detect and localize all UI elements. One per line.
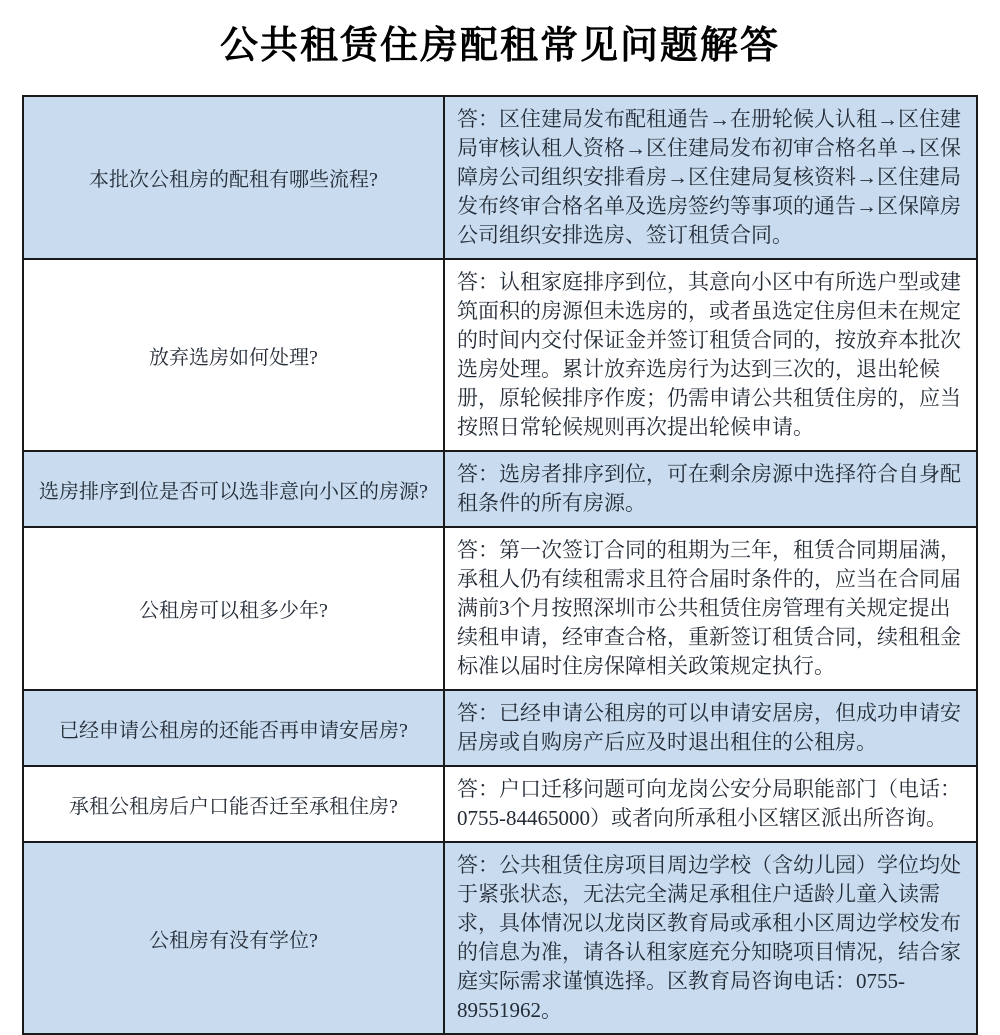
answer-text: 答：公共租赁住房项目周边学校（含幼儿园）学位均处于紧张状态，无法完全满足承租住户适龄儿童入读需求，具体情况以龙岗区教育局或承租小区周边学校发布的信息为准，请各认租家庭充分知晓项目情况，结合家庭实际需求谨慎选择。区教育局咨询电话：0755-89551962。 bbox=[457, 853, 961, 1022]
faq-row-1 bbox=[24, 97, 976, 258]
answer-cell bbox=[445, 691, 976, 765]
question-cell bbox=[24, 528, 445, 689]
question-cell bbox=[24, 452, 445, 526]
answer-text: 答：已经申请公租房的可以申请安居房，但成功申请安居房或自购房产后应及时退出租住的公租房。 bbox=[457, 701, 961, 754]
page-title: 公共租赁住房配租常见问题解答 bbox=[219, 25, 780, 67]
answer-text: 答：认租家庭排序到位，其意向小区中有所选户型或建筑面积的房源但未选房的，或者虽选定住房但未在规定的时间内交付保证金并签订租赁合同的，按放弃本批次选房处理。累计放弃选房行为达到三次的，退出轮候册，原轮候排序作废；仍需申请公共租赁住房的，应当按照日常轮候规则再次提出轮候申请。 bbox=[457, 270, 961, 439]
question-cell bbox=[24, 97, 445, 258]
faq-row-3 bbox=[24, 450, 976, 526]
question-text: 放弃选房如何处理? bbox=[149, 346, 318, 369]
question-text: 公租房可以租多少年? bbox=[139, 600, 328, 622]
answer-text: 答：选房者排序到位，可在剩余房源中选择符合自身配租条件的所有房源。 bbox=[457, 462, 961, 515]
answer-text: 答：户口迁移问题可向龙岗公安分局职能部门（电话：0755-84465000）或者向所承租小区辖区派出所咨询。 bbox=[457, 777, 961, 830]
question-cell bbox=[24, 691, 445, 765]
faq-row-4 bbox=[24, 526, 976, 689]
answer-cell bbox=[445, 528, 976, 689]
answer-cell bbox=[445, 260, 976, 450]
question-cell bbox=[24, 260, 445, 450]
question-text: 选房排序到位是否可以选非意向小区的房源? bbox=[39, 480, 428, 503]
answer-cell bbox=[445, 452, 976, 526]
question-cell bbox=[24, 767, 445, 841]
question-text: 承租公租房后户口能否迁至承租住房? bbox=[69, 795, 398, 818]
question-text: 公租房有没有学位? bbox=[149, 929, 318, 952]
faq-row-2 bbox=[24, 258, 976, 450]
faq-table bbox=[22, 95, 978, 1035]
answer-cell bbox=[445, 97, 976, 258]
question-text: 本批次公租房的配租有哪些流程? bbox=[89, 169, 378, 191]
answer-text: 答：第一次签订合同的租期为三年，租赁合同期届满，承租人仍有续租需求且符合届时条件的，应当在合同届满前3个月按照深圳市公共租赁住房管理有关规定提出续租申请，经审查合格，重新签订租赁合同，续租租金标准以届时住房保障相关政策规定执行。 bbox=[457, 538, 961, 678]
faq-row-7 bbox=[24, 841, 976, 1033]
answer-cell bbox=[445, 767, 976, 841]
faq-row-5 bbox=[24, 689, 976, 765]
question-text: 已经申请公租房的还能否再申请安居房? bbox=[59, 719, 408, 742]
question-cell bbox=[24, 843, 445, 1033]
faq-row-6 bbox=[24, 765, 976, 841]
answer-cell bbox=[445, 843, 976, 1033]
answer-text: 答：区住建局发布配租通告→在册轮候人认租→区住建局审核认租人资格→区住建局发布初审合格名单→区保障房公司组织安排看房→区住建局复核资料→区住建局发布终审合格名单及选房签约等事项的通告→区保障房公司组织安排选房、签订租赁合同。 bbox=[457, 107, 961, 247]
